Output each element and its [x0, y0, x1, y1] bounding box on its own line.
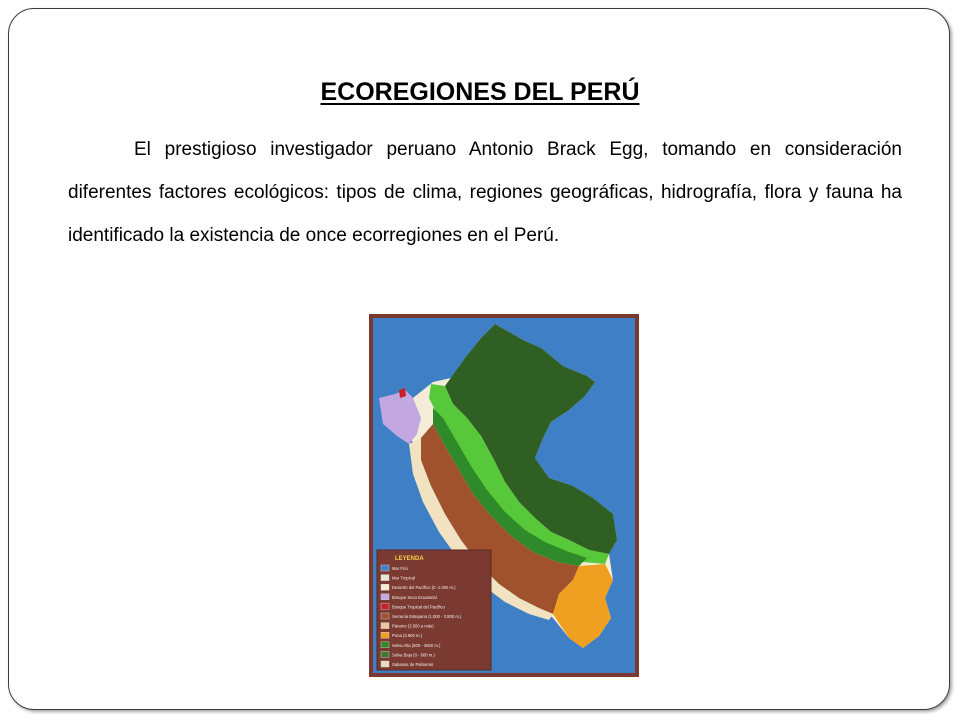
legend-label: Mar Frío [392, 566, 408, 571]
ecoregions-map [369, 314, 639, 677]
legend-swatch [381, 613, 389, 619]
peru-map-image [373, 318, 635, 673]
legend-label: Sabanas de Palmeras [392, 662, 434, 667]
legend-label: Desierto del Pacífico (0 -1.000 m.) [392, 585, 456, 591]
legend-swatch [381, 661, 389, 667]
map-legend [377, 550, 491, 670]
legend-swatch [381, 642, 389, 648]
legend-title: LEYENDA [395, 556, 424, 562]
legend-label: Serranía Esteparia (1.000 - 3.800 m.) [392, 614, 462, 619]
legend-swatch [381, 575, 389, 581]
legend-label: Selva Baja (0 - 600 m.) [392, 652, 435, 658]
legend-swatch [381, 651, 389, 657]
legend-label: Puna (3.800 m.) [392, 633, 423, 639]
legend-label: Selva Alta (500 - 3500 m.) [392, 642, 441, 648]
legend-label: Mar Tropical [392, 575, 416, 581]
legend-swatch [381, 594, 389, 600]
legend-label: Bosque Tropical del Pacífico [392, 604, 445, 610]
legend-swatch [381, 623, 389, 629]
legend-swatch [381, 603, 389, 609]
legend-swatch [381, 584, 389, 590]
slide-title: ECOREGIONES DEL PERÚ [320, 78, 640, 106]
legend-label: Bosque Seco Ecuatorial [392, 594, 437, 600]
legend-swatch [381, 565, 389, 571]
slide-paragraph: El prestigioso investigador peruano Antonio Brack Egg, tomando en consideración diferentes factores ecológicos: tipos de clima, regiones geográficas, hidrografía, flora y fauna ha identificado la existencia de once ecorregiones en el Perú. [68, 139, 902, 246]
legend-swatch [381, 632, 389, 638]
legend-label: Páramo (3.500 a más) [392, 623, 434, 629]
